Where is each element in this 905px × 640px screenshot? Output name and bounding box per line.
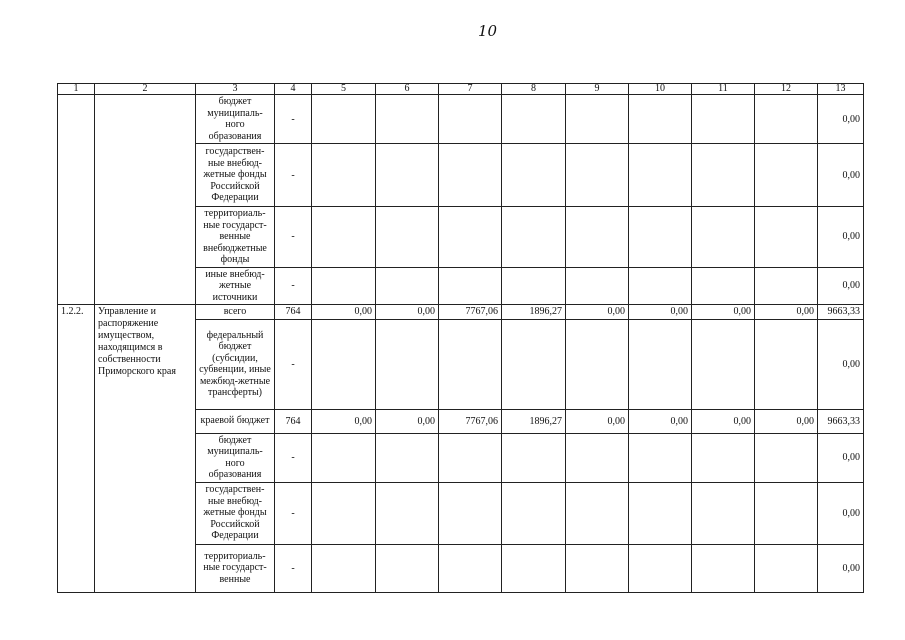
year-value-cell xyxy=(692,267,755,305)
year-value-cell xyxy=(502,144,566,207)
header-cell: 5 xyxy=(312,84,376,95)
total-cell: 9663,33 xyxy=(818,409,864,433)
funding-source-cell: бюджет муниципаль-ного образования xyxy=(196,95,275,144)
year-value-cell xyxy=(566,319,629,409)
year-value-cell xyxy=(502,207,566,268)
year-value-cell xyxy=(755,433,818,482)
funding-source-cell: бюджет муниципаль-ного образования xyxy=(196,433,275,482)
year-value-cell xyxy=(755,95,818,144)
year-value-cell xyxy=(692,144,755,207)
year-value-cell xyxy=(439,267,502,305)
year-value-cell xyxy=(312,267,376,305)
year-value-cell xyxy=(439,95,502,144)
funding-source-cell: иные внебюд-жетные источники xyxy=(196,267,275,305)
year-value-cell xyxy=(439,482,502,544)
year-value-cell xyxy=(439,544,502,592)
year-value-cell xyxy=(755,144,818,207)
funding-source-cell: территориаль-ные государст-венные xyxy=(196,544,275,592)
year-value-cell xyxy=(376,144,439,207)
year-value-cell xyxy=(312,95,376,144)
year-value-cell: 0,00 xyxy=(566,305,629,320)
total-cell: 9663,33 xyxy=(818,305,864,320)
header-cell: 10 xyxy=(629,84,692,95)
code-cell: 764 xyxy=(275,305,312,320)
year-value-cell xyxy=(755,482,818,544)
funding-source-cell: федеральный бюджет (субсидии, субвенции, иные межбюд-жетные трансферты) xyxy=(196,319,275,409)
funding-source-cell: краевой бюджет xyxy=(196,409,275,433)
header-cell: 4 xyxy=(275,84,312,95)
year-value-cell xyxy=(312,207,376,268)
year-value-cell xyxy=(692,544,755,592)
year-value-cell xyxy=(502,95,566,144)
year-value-cell xyxy=(439,207,502,268)
year-value-cell xyxy=(376,267,439,305)
header-cell: 12 xyxy=(755,84,818,95)
funding-source-cell: государствен-ные внебюд-жетные фонды Российской Федерации xyxy=(196,144,275,207)
total-cell: 0,00 xyxy=(818,267,864,305)
year-value-cell: 0,00 xyxy=(692,409,755,433)
funding-source-cell: территориаль-ные государст-венные внебюджетные фонды xyxy=(196,207,275,268)
code-cell: - xyxy=(275,319,312,409)
year-value-cell xyxy=(312,319,376,409)
year-value-cell xyxy=(439,144,502,207)
total-cell: 0,00 xyxy=(818,482,864,544)
year-value-cell xyxy=(376,433,439,482)
code-cell: - xyxy=(275,482,312,544)
code-cell: - xyxy=(275,267,312,305)
header-cell: 11 xyxy=(692,84,755,95)
year-value-cell: 0,00 xyxy=(312,305,376,320)
year-value-cell xyxy=(629,319,692,409)
year-value-cell xyxy=(502,267,566,305)
year-value-cell: 1896,27 xyxy=(502,409,566,433)
header-cell: 8 xyxy=(502,84,566,95)
total-cell: 0,00 xyxy=(818,95,864,144)
year-value-cell xyxy=(566,144,629,207)
year-value-cell xyxy=(629,482,692,544)
total-cell: 0,00 xyxy=(818,207,864,268)
year-value-cell xyxy=(439,433,502,482)
header-cell: 2 xyxy=(95,84,196,95)
funding-source-cell: государствен-ные внебюд-жетные фонды Российской Федерации xyxy=(196,482,275,544)
item-number-cell: 1.2.2. xyxy=(58,305,95,593)
table-row xyxy=(58,305,864,320)
year-value-cell xyxy=(566,433,629,482)
code-cell: - xyxy=(275,433,312,482)
item-name-cell: Управление и распоряжение имуществом, находящимся в собственности Приморского края xyxy=(95,305,196,593)
year-value-cell xyxy=(755,267,818,305)
funding-source-cell: всего xyxy=(196,305,275,320)
year-value-cell xyxy=(692,319,755,409)
code-cell: - xyxy=(275,544,312,592)
year-value-cell xyxy=(566,267,629,305)
header-cell: 13 xyxy=(818,84,864,95)
year-value-cell xyxy=(376,544,439,592)
year-value-cell xyxy=(566,207,629,268)
code-cell: - xyxy=(275,207,312,268)
item-number-cell xyxy=(58,95,95,305)
header-cell: 1 xyxy=(58,84,95,95)
year-value-cell: 7767,06 xyxy=(439,409,502,433)
year-value-cell xyxy=(312,433,376,482)
year-value-cell xyxy=(692,433,755,482)
header-cell: 6 xyxy=(376,84,439,95)
code-cell: - xyxy=(275,144,312,207)
year-value-cell xyxy=(312,544,376,592)
year-value-cell: 0,00 xyxy=(312,409,376,433)
year-value-cell: 0,00 xyxy=(755,305,818,320)
budget-table xyxy=(57,83,864,593)
year-value-cell xyxy=(629,267,692,305)
year-value-cell: 0,00 xyxy=(755,409,818,433)
year-value-cell xyxy=(566,482,629,544)
year-value-cell xyxy=(629,433,692,482)
total-cell: 0,00 xyxy=(818,319,864,409)
year-value-cell xyxy=(502,319,566,409)
year-value-cell xyxy=(439,319,502,409)
year-value-cell: 7767,06 xyxy=(439,305,502,320)
year-value-cell xyxy=(376,207,439,268)
year-value-cell xyxy=(566,95,629,144)
year-value-cell: 0,00 xyxy=(376,409,439,433)
total-cell: 0,00 xyxy=(818,544,864,592)
year-value-cell xyxy=(629,207,692,268)
year-value-cell xyxy=(755,544,818,592)
page-number: 10 xyxy=(478,22,498,40)
year-value-cell xyxy=(692,482,755,544)
total-cell: 0,00 xyxy=(818,144,864,207)
total-cell: 0,00 xyxy=(818,433,864,482)
header-row xyxy=(58,84,864,95)
year-value-cell xyxy=(566,544,629,592)
year-value-cell: 1896,27 xyxy=(502,305,566,320)
year-value-cell xyxy=(692,207,755,268)
year-value-cell xyxy=(629,95,692,144)
year-value-cell: 0,00 xyxy=(629,409,692,433)
header-cell: 9 xyxy=(566,84,629,95)
year-value-cell xyxy=(376,482,439,544)
year-value-cell xyxy=(312,482,376,544)
year-value-cell xyxy=(502,544,566,592)
year-value-cell xyxy=(502,433,566,482)
year-value-cell: 0,00 xyxy=(692,305,755,320)
header-cell: 3 xyxy=(196,84,275,95)
year-value-cell xyxy=(692,95,755,144)
year-value-cell xyxy=(502,482,566,544)
year-value-cell: 0,00 xyxy=(629,305,692,320)
code-cell: 764 xyxy=(275,409,312,433)
year-value-cell xyxy=(376,319,439,409)
item-name-cell xyxy=(95,95,196,305)
year-value-cell xyxy=(755,207,818,268)
year-value-cell: 0,00 xyxy=(566,409,629,433)
code-cell: - xyxy=(275,95,312,144)
year-value-cell xyxy=(376,95,439,144)
year-value-cell xyxy=(755,319,818,409)
year-value-cell xyxy=(629,144,692,207)
year-value-cell: 0,00 xyxy=(376,305,439,320)
table-body xyxy=(58,84,864,593)
table-row xyxy=(58,95,864,144)
header-cell: 7 xyxy=(439,84,502,95)
year-value-cell xyxy=(629,544,692,592)
year-value-cell xyxy=(312,144,376,207)
